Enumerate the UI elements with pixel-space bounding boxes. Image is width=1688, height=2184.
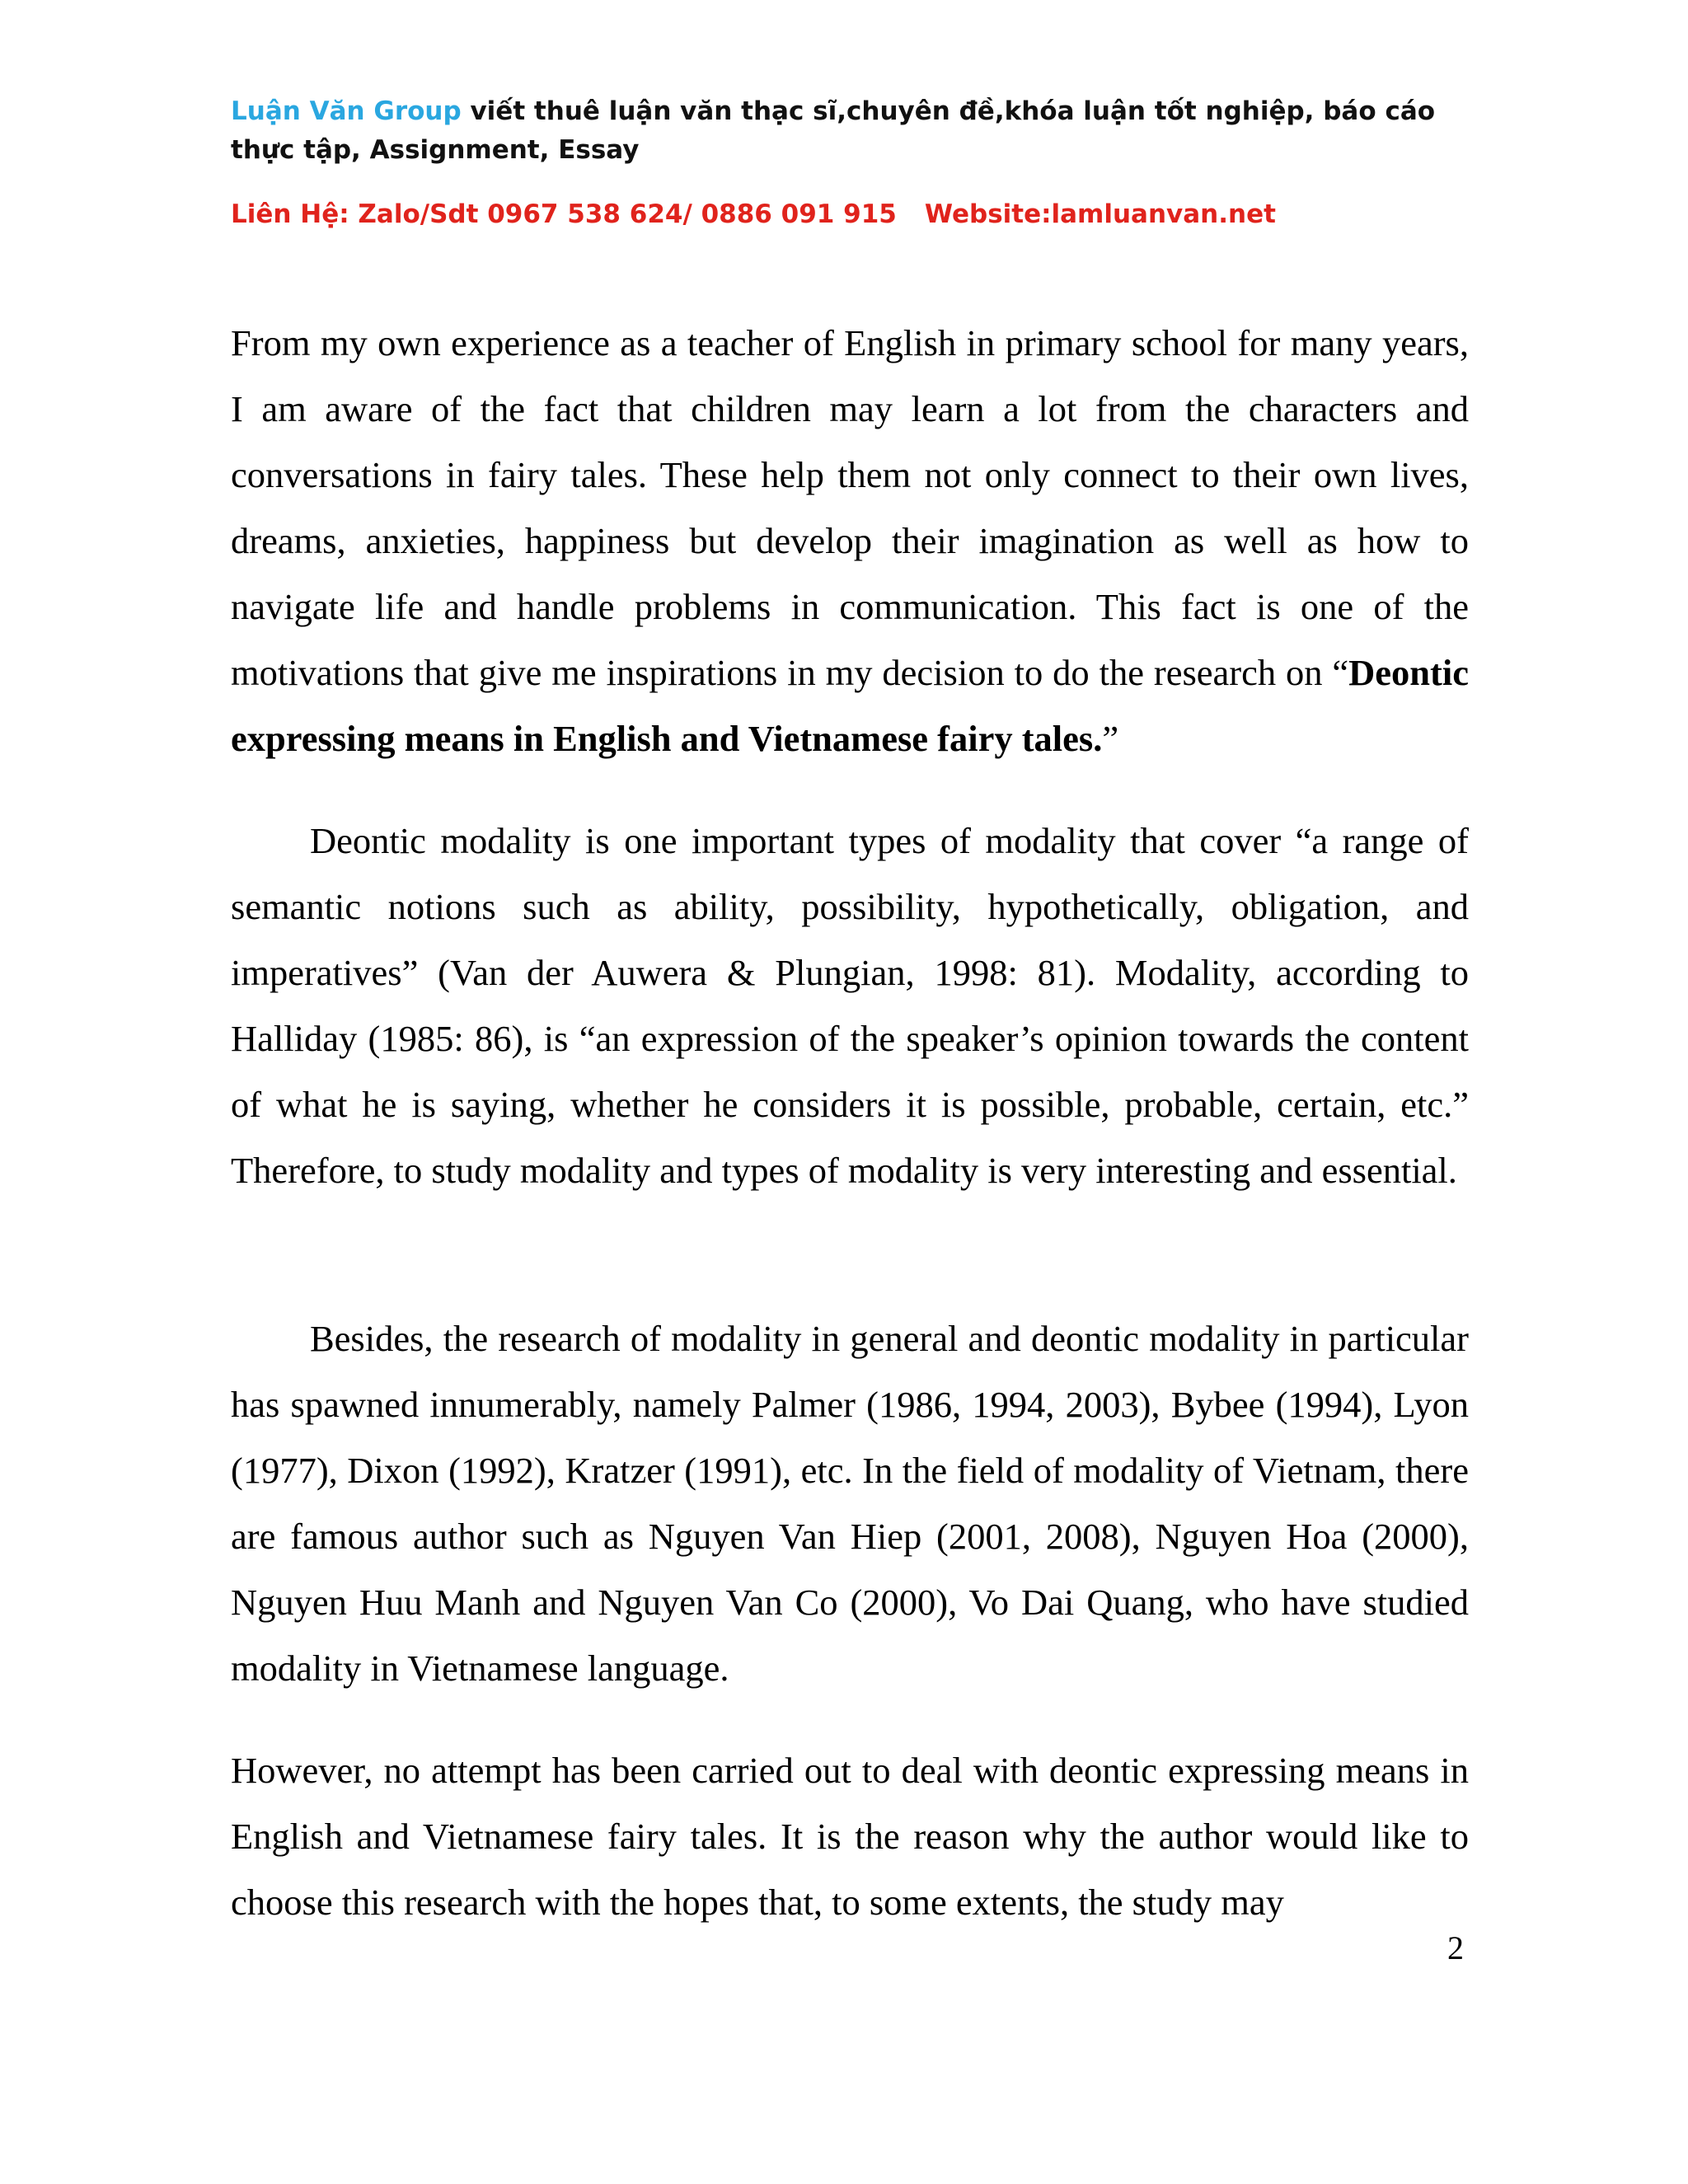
header-tagline: viết thuê luận văn thạc sĩ,chuyên đề,khóa luận tốt nghiệp, báo cáo thực tập, Assignment, Essay bbox=[231, 96, 1436, 165]
page-number: 2 bbox=[1447, 1929, 1464, 1966]
paragraph-1 bbox=[231, 310, 1469, 771]
paragraph-1-close-quote: ” bbox=[1102, 718, 1119, 759]
paragraph-1-text: From my own experience as a teacher of English in primary school for many years, I am aware of the fact that children may learn a lot from the characters and conversations in fairy tales. These help them not only connect to their own lives, dreams, anxieties, happiness but develop their imagination as well as how to navigate life and handle problems in communication. This fact is one of the motivations that give me inspirations in my decision to do the research on “ bbox=[231, 322, 1469, 693]
brand-name: Luận Văn Group bbox=[231, 96, 462, 126]
watermark-header bbox=[231, 92, 1484, 170]
research-title: Deontic expressing means in English and Vietnamese fairy tales. bbox=[231, 652, 1469, 759]
paragraph-4: However, no attempt has been carried out to deal with deontic expressing means in English and Vietnamese fairy tales. It is the reason why the author would like to choose this research with the hopes that, to some extents, the study may bbox=[231, 1750, 1469, 1923]
paragraph-2: Deontic modality is one important types of modality that cover “a range of semantic notions such as ability, possibility, hypothetically, obligation, and imperatives” (Van der Auwera & Plungian, 1998: 81). Modality, according to Halliday (1985: 86), is “an expression of the speaker’s opinion towards the content of what he is saying, whether he considers it is possible, probable, certain, etc.” Therefore, to study modality and types of modality is very interesting and essential. bbox=[231, 820, 1469, 1191]
paragraph-3: Besides, the research of modality in general and deontic modality in particular has spawned innumerably, namely Palmer (1986, 1994, 2003), Bybee (1994), Lyon (1977), Dixon (1992), Kratzer (1991), etc. In the field of modality of Vietnam, there are famous author such as Nguyen Van Hiep (2001, 2008), Nguyen Hoa (2000), Nguyen Huu Manh and Nguyen Van Co (2000), Vo Dai Quang, who have studied modality in Vietnamese language. bbox=[231, 1318, 1469, 1689]
contact-phone: Liên Hệ: Zalo/Sdt 0967 538 624/ 0886 091 915 bbox=[231, 199, 897, 229]
contact-line bbox=[231, 195, 1276, 234]
contact-website: Website:lamluanvan.net bbox=[924, 199, 1276, 229]
